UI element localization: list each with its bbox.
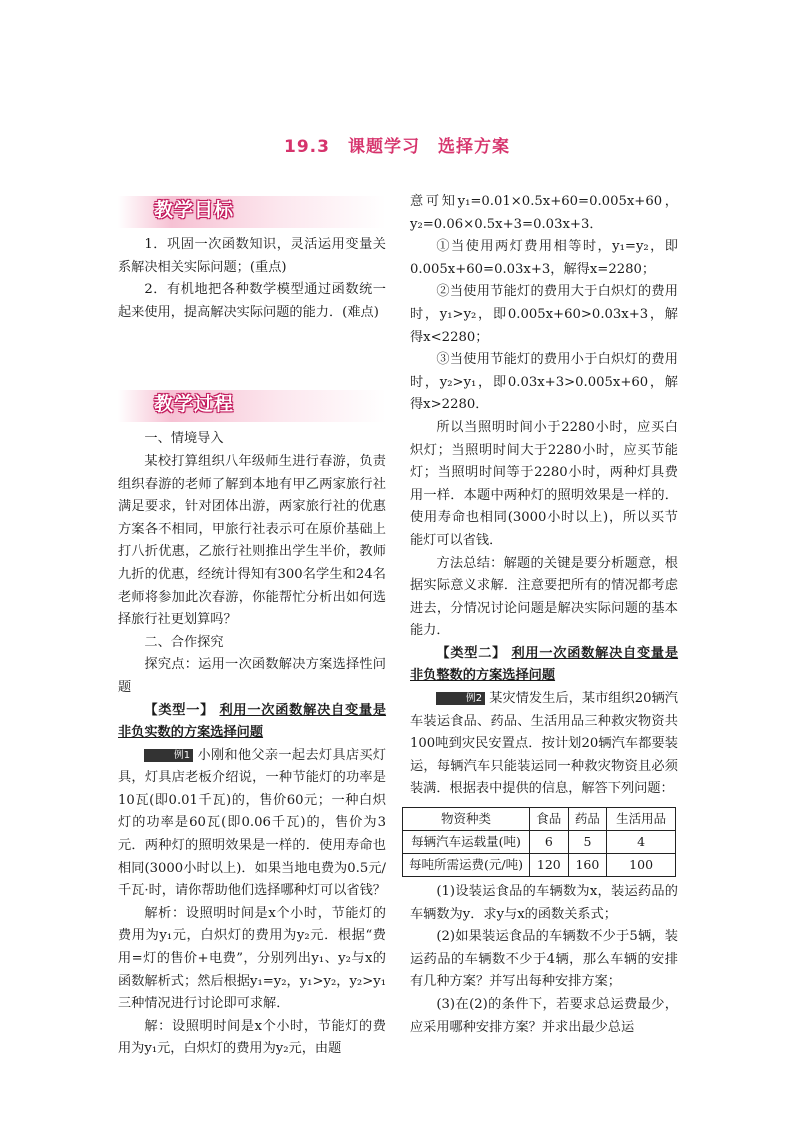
analysis-paragraph: 解析：设照明时间是x个小时，节能灯的费用为y₁元，白炽灯的费用为y₂元．根据“费用=灯的售价+电费”，分别列出y₁、y₂与x的函数解析式；然后根据y₁=y₂，y₁>y₂，y₂>y₁三种情况进行讨论即可求解． — [118, 905, 386, 1012]
table-cell: 5 — [568, 831, 607, 854]
table-cell: 6 — [530, 831, 569, 854]
table-cell: 每吨所需运费(元/吨) — [403, 854, 530, 877]
solution-paragraph: 解：设照明时间是x个小时，节能灯的费用为y₁元，白炽灯的费用为y₂元，由题 — [118, 1018, 386, 1057]
question-2: (2)如果装运食品的车辆数不少于5辆，装运药品的车辆数不少于4辆，那么车辆的安排有几种方案？并写出每种安排方案； — [410, 929, 678, 990]
case-1: ①当使用两灯费用相等时，y₁=y₂，即0.005x+60=0.03x+3，解得x=2280； — [410, 239, 678, 277]
example-1: 例1 小刚和他父亲一起去灯具店买灯具，灯具店老板介绍说，一种节能灯的功率是10瓦(即0.01千瓦)的，售价60元；一种白炽灯的功率是60瓦(即0.06千瓦)的，售价为3元．两种灯的照明效果是一样的．使用寿命也相同(3000小时以上)．如果当地电费为0.5元/千瓦·时，请你帮助他们选择哪种灯可以省钱？ — [118, 747, 386, 899]
case-2: ②当使用节能灯的费用大于白炽灯的费用时，y₁>y₂，即0.005x+60>0.03x+3，解得x<2280； — [410, 284, 678, 345]
right-column — [410, 191, 678, 1039]
table-header-cell: 物资种类 — [403, 808, 530, 831]
table-header-cell: 食品 — [530, 808, 569, 831]
example-badge: 例1 — [144, 749, 193, 762]
section-heading: 二、合作探究 — [144, 634, 224, 650]
table-header-cell: 生活用品 — [607, 808, 676, 831]
table-cell: 120 — [530, 854, 569, 877]
case-3: ③当使用节能灯的费用小于白炽灯的费用时，y₂>y₁，即0.03x+3>0.005x+60，解得x>2280． — [410, 352, 678, 413]
left-column — [118, 190, 386, 1061]
materials-table — [402, 807, 676, 877]
example-2: 例2 某灾情发生后，某市组织20辆汽车装运食品、药品、生活用品三种救灾物资共100吨到灾民安置点．按计划20辆汽车都要装运，每辆汽车只能装运同一种救灾物资且必须装满．根据表中提供的信息，解答下列问题： — [410, 691, 678, 797]
page-title: 19.3 课题学习 选择方案 — [284, 137, 510, 157]
teaching-process-banner: 教学过程 — [118, 390, 386, 422]
goal-2: 2．有机地把各种数学模型通过函数统一起来使用，提高解决实际问题的能力．(难点) — [118, 282, 386, 320]
teaching-goals-banner: 教学目标 — [118, 196, 386, 228]
table-cell: 160 — [568, 854, 607, 877]
table-cell: 4 — [607, 831, 676, 854]
table-cell: 每辆汽车运载量(吨) — [403, 831, 530, 854]
section-heading: 一、情境导入 — [144, 431, 224, 447]
type-2-heading: 【类型二】 利用一次函数解决自变量是非负整数的方案选择问题 — [410, 645, 679, 684]
example-badge: 例2 — [436, 692, 485, 705]
table-header-cell: 药品 — [568, 808, 607, 831]
question-1: (1)设装运食品的车辆数为x，装运药品的车辆数为y．求y与x的函数关系式； — [410, 884, 678, 922]
conclusion-paragraph: 所以当照明时间小于2280小时，应买白炽灯；当照明时间大于2280小时，应买节能灯；当照明时间等于2280小时，两种灯具费用一样．本题中两种灯的照明效果是一样的．使用寿命也相同(3000小时以上)，所以买节能灯可以省钱． — [410, 419, 678, 548]
intro-paragraph: 某校打算组织八年级师生进行春游，负责组织春游的老师了解到本地有甲乙两家旅行社满足要求，针对团体出游，两家旅行社的优惠方案各不相同，甲旅行社表示可在原价基础上打八折优惠，乙旅行社则推出学生半价，教师九折的优惠，经统计得知有300名学生和24名老师将参加此次春游，你能帮忙分析出如何选择旅行社更划算吗？ — [118, 453, 386, 628]
type-1-heading: 【类型一】 利用一次函数解决自变量是非负实数的方案选择问题 — [118, 702, 387, 741]
method-summary: 方法总结：解题的关键是要分析题意，根据实际意义求解．注意要把所有的情况都考虑进去，分情况讨论问题是解决实际问题的基本能力． — [410, 555, 678, 639]
table-cell: 100 — [607, 854, 676, 877]
goal-1: 1．巩固一次函数知识，灵活运用变量关系解决相关实际问题；(重点) — [118, 237, 386, 275]
solution-continued: 意可知y₁=0.01×0.5x+60=0.005x+60，y₂=0.06×0.5x+3=0.03x+3． — [410, 194, 678, 232]
explore-point: 探究点：运用一次函数解决方案选择性问题 — [118, 657, 386, 695]
question-3: (3)在(2)的条件下，若要求总运费最少，应采用哪种安排方案？并求出最少总运 — [410, 997, 678, 1035]
